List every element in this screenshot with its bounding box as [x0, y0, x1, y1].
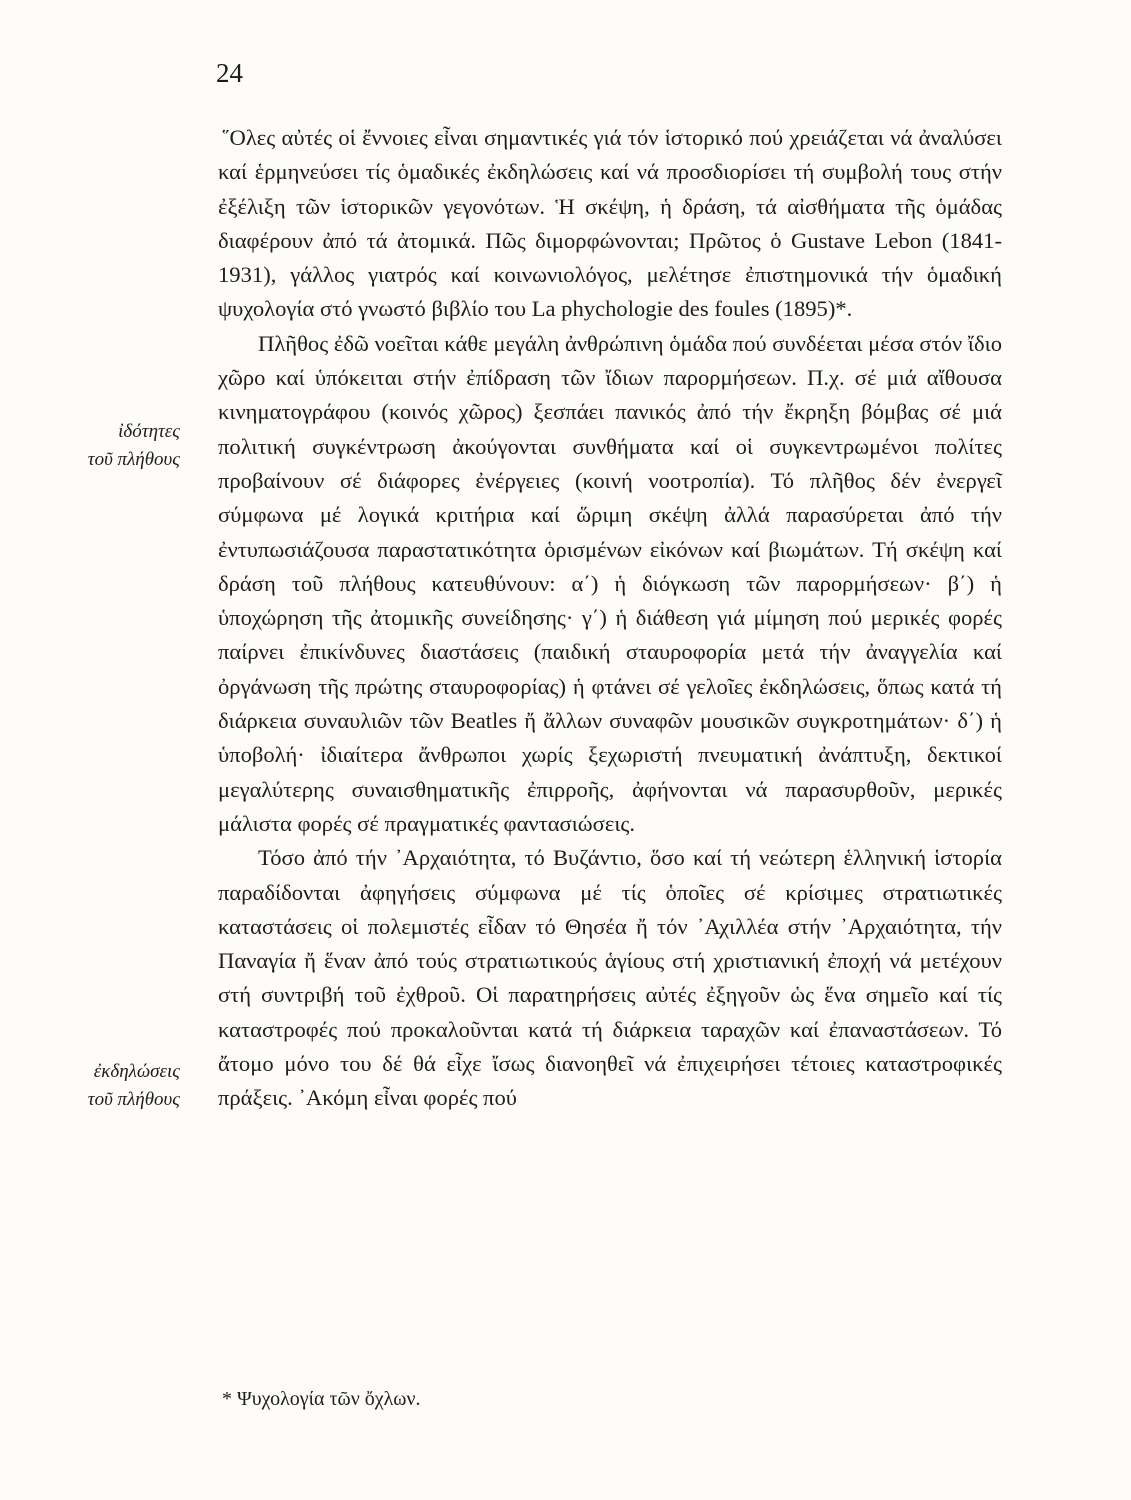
- margin-note-line: τοῦ πλήθους: [87, 1089, 180, 1110]
- page-number: 24: [216, 58, 243, 88]
- margin-note-crowd-manifestations: [70, 1058, 180, 1114]
- margin-note-line: ἐκδηλώσεις: [93, 1061, 180, 1082]
- footnote: * Ψυχολογία τῶν ὄχλων.: [222, 1388, 421, 1410]
- paragraph: ῞Ολες αὐτές οἱ ἔννοιες εἶναι σημαντικές γιά τόν ἱστορικό πού χρειάζεται νά ἀναλύσει καί ἑρμηνεύσει τίς ὁμαδικές ἐκδηλώσεις καί νά προσδιορίσει τή συμβολή τους στήν ἐξέλιξη τῶν ἱστορικῶν γεγονότων. Ἡ σκέψη, ἡ δράση, τά αἰσθήματα τῆς ὁμάδας διαφέρουν ἀπό τά ἀτομικά. Πῶς διμορφώνονται; Πρῶτος ὁ Gustave Lebon (1841-1931), γάλλος γιατρός καί κοινωνιολόγος, μελέτησε ἐπιστημονικά τήν ὁμαδική ψυχολογία στό γνωστό βιβλίο του La phychologie des foules (1895)*.: [218, 125, 1002, 322]
- margin-note-line: ἰδότητες: [118, 421, 180, 442]
- margin-note-crowd-properties: [70, 418, 180, 474]
- paragraph: Πλῆθος ἐδῶ νοεῖται κάθε μεγάλη ἀνθρώπινη ὁμάδα πού συνδέεται μέσα στόν ἴδιο χῶρο καί ὑπόκειται στήν ἐπίδραση τῶν ἴδιων παρορμήσεων. Π.χ. σέ μιά αἴθουσα κινηματογράφου (κοινός χῶρος) ξεσπάει πανικός ἀπό τήν ἔκρηξη βόμβας σέ μιά πολιτική συγκέντρωση ἀκούγονται συνθήματα καί οἱ συγκεντρωμένοι πολίτες προβαίνουν σέ διάφορες ἐνέργειες (κοινή νοοτροπία). Τό πλῆθος δέν ἐνεργεῖ σύμφωνα μέ λογικά κριτήρια καί ὥριμη σκέψη ἀλλά παρασύρεται ἀπό τήν ἐντυπωσιάζουσα παραστατικότητα ὁρισμένων εἰκόνων καί βιωμάτων. Τή σκέψη καί δράση τοῦ πλήθους κατευθύνουν: α΄) ἡ διόγκωση τῶν παρορμήσεων· β΄) ἡ ὑποχώρηση τῆς ἀτομικῆς συνείδησης· γ΄) ἡ διάθεση γιά μίμηση πού μερικές φορές παίρνει ἐπικίνδυνες διαστάσεις (παιδική σταυροφορία μετά τήν ἀναγγελία καί ὀργάνωση τῆς πρώτης σταυροφορίας) ἡ φτάνει σέ γελοῖες ἐκδηλώσεις, ὅπως κατά τή διάρκεια συναυλιῶν τῶν Beatles ἤ ἄλλων συναφῶν μουσικῶν συγκροτημάτων· δ΄) ἡ ὑποβολή· ἰδιαίτερα ἄνθρωποι χωρίς ξεχωριστή πνευματική ἀνάπτυξη, δεκτικοί μεγαλύτερης συναισθηματικῆς ἐπιρροῆς, ἀφήνονται νά παρασυρθοῦν, μερικές μάλιστα φορές σέ πραγματικές φαντασιώσεις.: [218, 330, 1002, 836]
- paragraph: Τόσο ἀπό τήν ᾽Αρχαιότητα, τό Βυζάντιο, ὅσο καί τή νεώτερη ἑλληνική ἱστορία παραδίδονται ἀφηγήσεις σύμφωνα μέ τίς ὁποῖες σέ κρίσιμες στρατιωτικές καταστάσεις οἱ πολεμιστές εἶδαν τό Θησέα ἤ τόν ᾽Αχιλλέα στήν ᾽Αρχαιότητα, τήν Παναγία ἤ ἕναν ἀπό τούς στρατιωτικούς ἁγίους στή χριστιανική ἐποχή νά μετέχουν στή συντριβή τοῦ ἐχθροῦ. Οἱ παρατηρήσεις αὐτές ἐξηγοῦν ὡς ἕνα σημεῖο καί τίς καταστροφές πού προκαλοῦνται κατά τή διάρκεια ταραχῶν καί ἐπαναστάσεων. Τό ἄτομο μόνο του δέ θά εἶχε ἴσως διανοηθεῖ νά ἐπιχειρήσει τέτοιες καταστροφικές πράξεις. ᾽Ακόμη εἶναι φορές πού: [218, 845, 1002, 1111]
- body-text: [218, 121, 1002, 1116]
- margin-note-line: τοῦ πλήθους: [87, 449, 180, 470]
